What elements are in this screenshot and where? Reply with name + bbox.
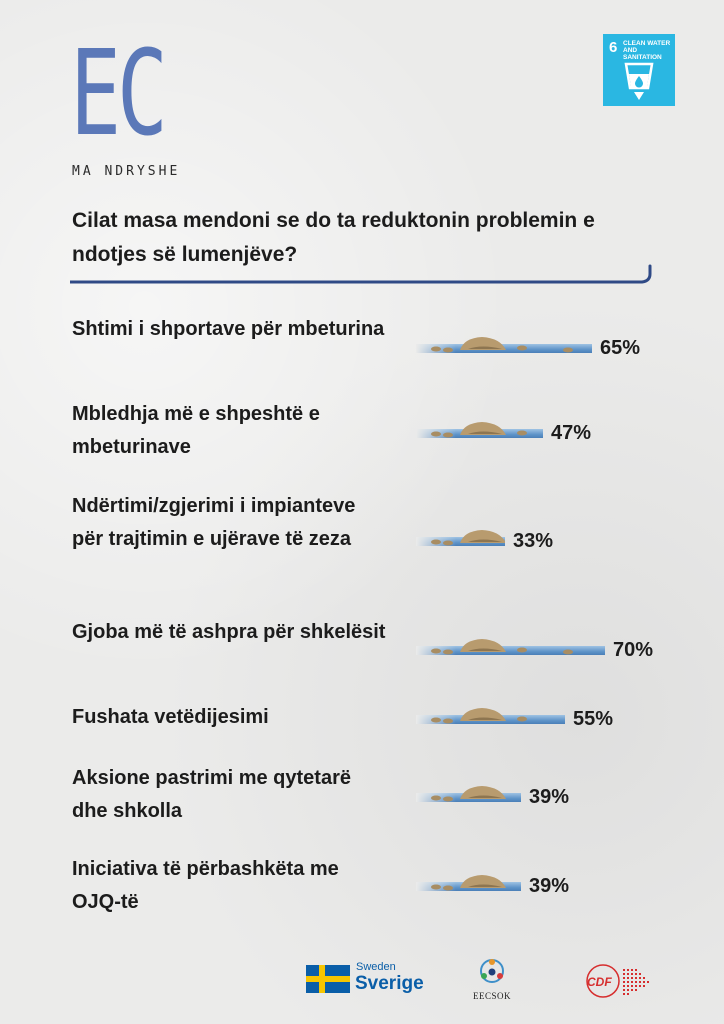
category-label: Fushata vetëdijesimi bbox=[72, 706, 269, 728]
swedish-flag-icon bbox=[306, 965, 350, 993]
sdg-number: 6 bbox=[609, 39, 618, 56]
sweden-label: Sweden bbox=[356, 961, 396, 973]
category-label: Mbledhja më e shpeshtë e mbeturinave bbox=[72, 403, 320, 458]
water-glass-icon bbox=[623, 62, 655, 102]
river-rock-icon bbox=[416, 335, 592, 357]
survey-bar-chart bbox=[0, 300, 724, 940]
partner-logos bbox=[0, 955, 724, 1015]
survey-question: Cilat masa mendoni se do ta reduktonin problemin e ndotjes së lumenjëve? bbox=[72, 209, 595, 266]
bar bbox=[416, 784, 521, 806]
river-rock-icon bbox=[416, 528, 505, 550]
sdg-badge bbox=[603, 34, 675, 106]
eecsok-label: EECSOK bbox=[472, 991, 511, 1001]
value-label: 70% bbox=[613, 639, 654, 661]
value-label: 65% bbox=[600, 337, 641, 359]
bar bbox=[416, 335, 592, 357]
value-label: 55% bbox=[573, 708, 614, 730]
category-label: Shtimi i shportave për mbeturina bbox=[72, 318, 385, 340]
question-underline bbox=[70, 264, 655, 288]
river-rock-icon bbox=[416, 873, 521, 895]
bar bbox=[416, 637, 605, 659]
eecsok-emblem-icon bbox=[475, 955, 509, 987]
bar bbox=[416, 420, 543, 442]
sverige-label: Sverige bbox=[355, 973, 424, 994]
category-label: Ndërtimi/zgjerimi i impianteve për trajtimin e ujërave të zeza bbox=[72, 495, 356, 550]
ec-logo bbox=[70, 24, 181, 184]
category-label: Gjoba më të ashpra për shkelësit bbox=[72, 621, 386, 643]
value-label: 39% bbox=[529, 786, 570, 808]
cdf-label: CDF bbox=[587, 975, 612, 989]
value-label: 47% bbox=[551, 422, 592, 444]
eecsok-logo bbox=[472, 955, 512, 1001]
sdg-label: CLEAN WATER AND SANITATION bbox=[623, 40, 671, 61]
river-rock-icon bbox=[416, 706, 565, 728]
logo-letters: EC bbox=[70, 24, 164, 162]
river-rock-icon bbox=[416, 637, 605, 659]
bar bbox=[416, 528, 505, 550]
river-rock-icon bbox=[416, 784, 521, 806]
category-label: Iniciativa të përbashkëta me OJQ-të bbox=[72, 858, 339, 913]
bar bbox=[416, 873, 521, 895]
value-label: 39% bbox=[529, 875, 570, 897]
logo-tagline: MA NDRYSHE bbox=[72, 164, 181, 179]
bar bbox=[416, 706, 565, 728]
river-rock-icon bbox=[416, 420, 543, 442]
cdf-logo bbox=[585, 963, 657, 1007]
category-label: Aksione pastrimi me qytetarë dhe shkolla bbox=[72, 767, 351, 822]
value-label: 33% bbox=[513, 530, 554, 552]
